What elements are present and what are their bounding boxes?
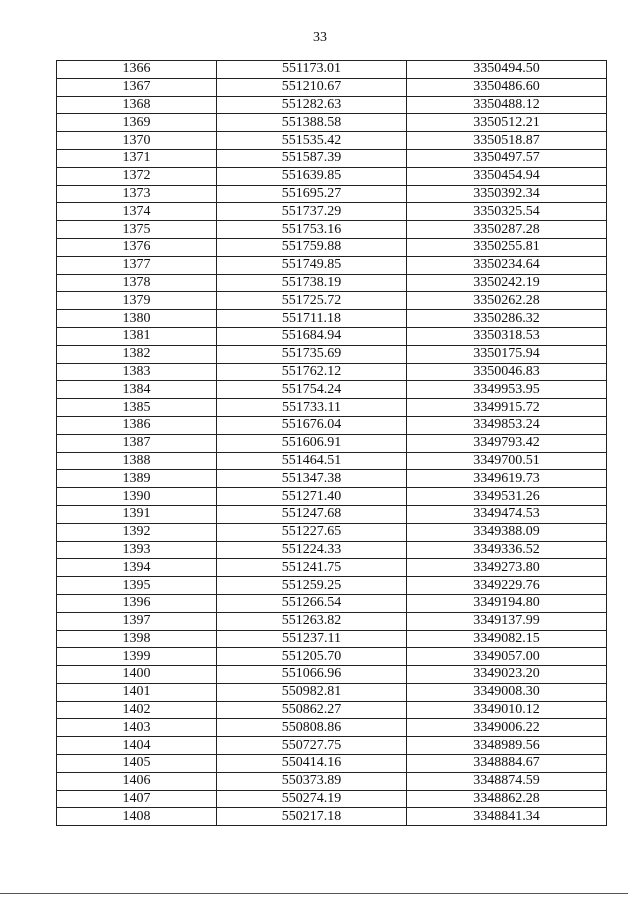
point-number-cell: 1394	[57, 559, 217, 577]
point-number-cell: 1377	[57, 256, 217, 274]
table-row	[57, 701, 607, 719]
footer-divider	[0, 893, 628, 894]
x-coordinate-cell: 551247.68	[217, 505, 407, 523]
x-coordinate-cell: 550373.89	[217, 772, 407, 790]
y-coordinate-cell: 3349700.51	[407, 452, 607, 470]
table-row	[57, 78, 607, 96]
x-coordinate-cell: 551227.65	[217, 523, 407, 541]
x-coordinate-cell: 550727.75	[217, 737, 407, 755]
y-coordinate-cell: 3350392.34	[407, 185, 607, 203]
x-coordinate-cell: 551749.85	[217, 256, 407, 274]
table-row	[57, 719, 607, 737]
y-coordinate-cell: 3349137.99	[407, 612, 607, 630]
table-row	[57, 96, 607, 114]
point-number-cell: 1373	[57, 185, 217, 203]
y-coordinate-cell: 3349082.15	[407, 630, 607, 648]
x-coordinate-cell: 551762.12	[217, 363, 407, 381]
y-coordinate-cell: 3348884.67	[407, 755, 607, 773]
y-coordinate-cell: 3349023.20	[407, 666, 607, 684]
point-number-cell: 1390	[57, 488, 217, 506]
y-coordinate-cell: 3350318.53	[407, 327, 607, 345]
y-coordinate-cell: 3349006.22	[407, 719, 607, 737]
table-row	[57, 292, 607, 310]
y-coordinate-cell: 3349057.00	[407, 648, 607, 666]
y-coordinate-cell: 3350175.94	[407, 345, 607, 363]
y-coordinate-cell: 3349793.42	[407, 434, 607, 452]
point-number-cell: 1407	[57, 790, 217, 808]
x-coordinate-cell: 551347.38	[217, 470, 407, 488]
point-number-cell: 1401	[57, 683, 217, 701]
x-coordinate-cell: 551210.67	[217, 78, 407, 96]
x-coordinate-cell: 551753.16	[217, 221, 407, 239]
x-coordinate-cell: 551263.82	[217, 612, 407, 630]
x-coordinate-cell: 551735.69	[217, 345, 407, 363]
x-coordinate-cell: 550274.19	[217, 790, 407, 808]
table-row	[57, 755, 607, 773]
x-coordinate-cell: 551754.24	[217, 381, 407, 399]
point-number-cell: 1388	[57, 452, 217, 470]
table-row	[57, 381, 607, 399]
table-row	[57, 666, 607, 684]
point-number-cell: 1378	[57, 274, 217, 292]
table-row	[57, 221, 607, 239]
point-number-cell: 1403	[57, 719, 217, 737]
x-coordinate-cell: 551759.88	[217, 238, 407, 256]
table-row	[57, 238, 607, 256]
table-row	[57, 114, 607, 132]
point-number-cell: 1384	[57, 381, 217, 399]
table-row	[57, 488, 607, 506]
table-row	[57, 541, 607, 559]
x-coordinate-cell: 551676.04	[217, 416, 407, 434]
point-number-cell: 1395	[57, 577, 217, 595]
point-number-cell: 1387	[57, 434, 217, 452]
table-row	[57, 594, 607, 612]
x-coordinate-cell: 551725.72	[217, 292, 407, 310]
point-number-cell: 1398	[57, 630, 217, 648]
point-number-cell: 1408	[57, 808, 217, 826]
x-coordinate-cell: 551282.63	[217, 96, 407, 114]
table-row	[57, 185, 607, 203]
table-row	[57, 363, 607, 381]
y-coordinate-cell: 3349474.53	[407, 505, 607, 523]
table-row	[57, 772, 607, 790]
x-coordinate-cell: 551066.96	[217, 666, 407, 684]
x-coordinate-cell: 551711.18	[217, 310, 407, 328]
point-number-cell: 1369	[57, 114, 217, 132]
table-row	[57, 559, 607, 577]
point-number-cell: 1371	[57, 149, 217, 167]
point-number-cell: 1381	[57, 327, 217, 345]
y-coordinate-cell: 3348841.34	[407, 808, 607, 826]
table-row	[57, 648, 607, 666]
y-coordinate-cell: 3350325.54	[407, 203, 607, 221]
y-coordinate-cell: 3350494.50	[407, 61, 607, 79]
y-coordinate-cell: 3349915.72	[407, 399, 607, 417]
x-coordinate-cell: 550862.27	[217, 701, 407, 719]
table-row	[57, 630, 607, 648]
y-coordinate-cell: 3349853.24	[407, 416, 607, 434]
x-coordinate-cell: 551205.70	[217, 648, 407, 666]
y-coordinate-cell: 3349010.12	[407, 701, 607, 719]
y-coordinate-cell: 3350486.60	[407, 78, 607, 96]
x-coordinate-cell: 551737.29	[217, 203, 407, 221]
x-coordinate-cell: 551173.01	[217, 61, 407, 79]
point-number-cell: 1386	[57, 416, 217, 434]
point-number-cell: 1372	[57, 167, 217, 185]
y-coordinate-cell: 3350497.57	[407, 149, 607, 167]
point-number-cell: 1397	[57, 612, 217, 630]
y-coordinate-cell: 3350454.94	[407, 167, 607, 185]
table-row	[57, 808, 607, 826]
table-row	[57, 577, 607, 595]
y-coordinate-cell: 3350518.87	[407, 132, 607, 150]
point-number-cell: 1405	[57, 755, 217, 773]
x-coordinate-cell: 551639.85	[217, 167, 407, 185]
y-coordinate-cell: 3348862.28	[407, 790, 607, 808]
y-coordinate-cell: 3349194.80	[407, 594, 607, 612]
x-coordinate-cell: 551464.51	[217, 452, 407, 470]
x-coordinate-cell: 551587.39	[217, 149, 407, 167]
y-coordinate-cell: 3349531.26	[407, 488, 607, 506]
point-number-cell: 1391	[57, 505, 217, 523]
y-coordinate-cell: 3350286.32	[407, 310, 607, 328]
x-coordinate-cell: 551271.40	[217, 488, 407, 506]
x-coordinate-cell: 550217.18	[217, 808, 407, 826]
coordinates-table-body	[57, 61, 607, 826]
table-row	[57, 274, 607, 292]
x-coordinate-cell: 551388.58	[217, 114, 407, 132]
point-number-cell: 1382	[57, 345, 217, 363]
table-row	[57, 256, 607, 274]
y-coordinate-cell: 3350512.21	[407, 114, 607, 132]
x-coordinate-cell: 551738.19	[217, 274, 407, 292]
point-number-cell: 1389	[57, 470, 217, 488]
x-coordinate-cell: 551535.42	[217, 132, 407, 150]
table-row	[57, 203, 607, 221]
y-coordinate-cell: 3348874.59	[407, 772, 607, 790]
point-number-cell: 1393	[57, 541, 217, 559]
point-number-cell: 1404	[57, 737, 217, 755]
point-number-cell: 1366	[57, 61, 217, 79]
x-coordinate-cell: 551241.75	[217, 559, 407, 577]
x-coordinate-cell: 551684.94	[217, 327, 407, 345]
point-number-cell: 1376	[57, 238, 217, 256]
y-coordinate-cell: 3349388.09	[407, 523, 607, 541]
y-coordinate-cell: 3350262.28	[407, 292, 607, 310]
x-coordinate-cell: 551259.25	[217, 577, 407, 595]
point-number-cell: 1406	[57, 772, 217, 790]
point-number-cell: 1396	[57, 594, 217, 612]
x-coordinate-cell: 551606.91	[217, 434, 407, 452]
table-row	[57, 790, 607, 808]
y-coordinate-cell: 3349336.52	[407, 541, 607, 559]
point-number-cell: 1375	[57, 221, 217, 239]
point-number-cell: 1402	[57, 701, 217, 719]
y-coordinate-cell: 3349273.80	[407, 559, 607, 577]
table-row	[57, 61, 607, 79]
point-number-cell: 1367	[57, 78, 217, 96]
point-number-cell: 1379	[57, 292, 217, 310]
point-number-cell: 1374	[57, 203, 217, 221]
point-number-cell: 1385	[57, 399, 217, 417]
y-coordinate-cell: 3349619.73	[407, 470, 607, 488]
table-row	[57, 399, 607, 417]
y-coordinate-cell: 3348989.56	[407, 737, 607, 755]
table-row	[57, 132, 607, 150]
page-number: 33	[313, 30, 327, 45]
table-row	[57, 434, 607, 452]
y-coordinate-cell: 3350255.81	[407, 238, 607, 256]
table-row	[57, 149, 607, 167]
table-row	[57, 167, 607, 185]
point-number-cell: 1380	[57, 310, 217, 328]
point-number-cell: 1370	[57, 132, 217, 150]
y-coordinate-cell: 3350234.64	[407, 256, 607, 274]
point-number-cell: 1383	[57, 363, 217, 381]
x-coordinate-cell: 551266.54	[217, 594, 407, 612]
y-coordinate-cell: 3349008.30	[407, 683, 607, 701]
coordinates-table	[56, 60, 607, 826]
point-number-cell: 1392	[57, 523, 217, 541]
y-coordinate-cell: 3350488.12	[407, 96, 607, 114]
y-coordinate-cell: 3350287.28	[407, 221, 607, 239]
table-row	[57, 452, 607, 470]
y-coordinate-cell: 3350046.83	[407, 363, 607, 381]
table-row	[57, 505, 607, 523]
table-row	[57, 345, 607, 363]
table-row	[57, 737, 607, 755]
point-number-cell: 1400	[57, 666, 217, 684]
y-coordinate-cell: 3349229.76	[407, 577, 607, 595]
x-coordinate-cell: 551695.27	[217, 185, 407, 203]
table-row	[57, 327, 607, 345]
y-coordinate-cell: 3350242.19	[407, 274, 607, 292]
x-coordinate-cell: 550414.16	[217, 755, 407, 773]
table-row	[57, 523, 607, 541]
x-coordinate-cell: 550982.81	[217, 683, 407, 701]
x-coordinate-cell: 550808.86	[217, 719, 407, 737]
x-coordinate-cell: 551237.11	[217, 630, 407, 648]
y-coordinate-cell: 3349953.95	[407, 381, 607, 399]
x-coordinate-cell: 551733.11	[217, 399, 407, 417]
point-number-cell: 1368	[57, 96, 217, 114]
table-row	[57, 612, 607, 630]
table-row	[57, 310, 607, 328]
table-row	[57, 683, 607, 701]
table-row	[57, 416, 607, 434]
point-number-cell: 1399	[57, 648, 217, 666]
table-row	[57, 470, 607, 488]
x-coordinate-cell: 551224.33	[217, 541, 407, 559]
